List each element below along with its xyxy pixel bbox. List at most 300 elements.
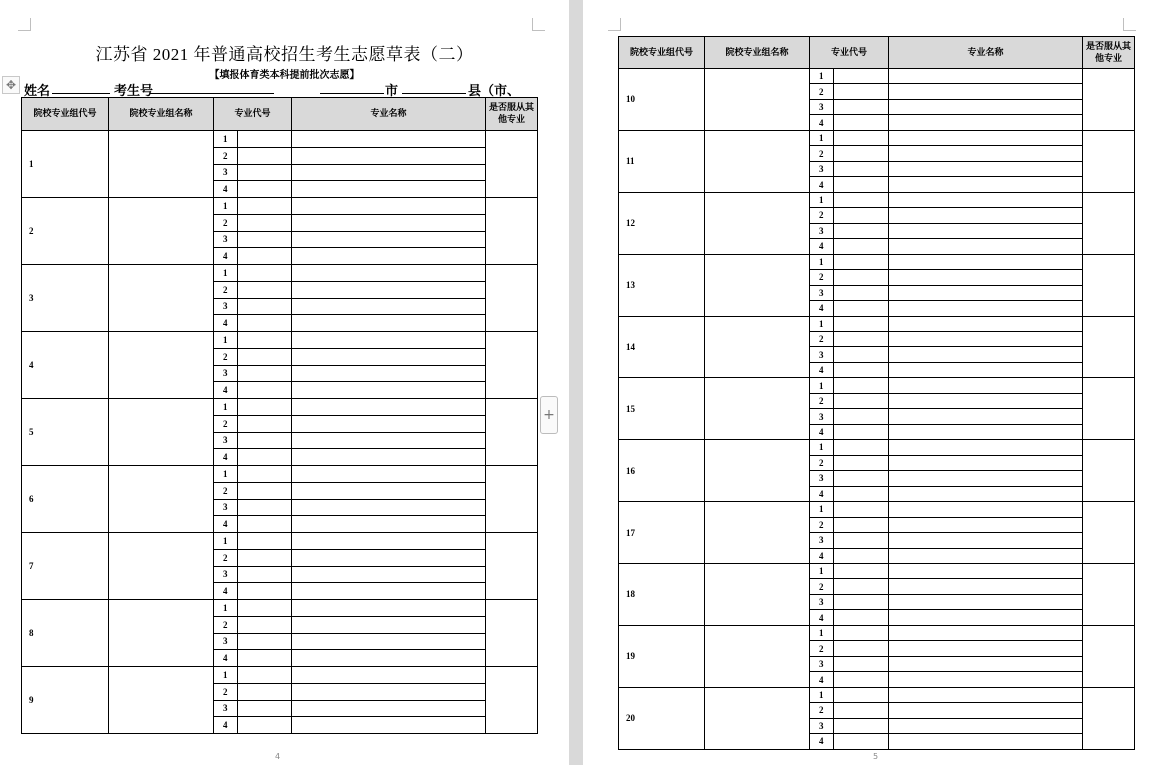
major-slot-number: 4: [214, 516, 238, 533]
major-slot-number: 4: [214, 315, 238, 332]
header-major-code: 专业代号: [810, 37, 889, 69]
header-group-name: 院校专业组名称: [109, 98, 214, 131]
major-name-cell[interactable]: [889, 69, 1083, 84]
major-slot-number: 1: [214, 533, 238, 550]
accept-other-cell[interactable]: [486, 600, 538, 667]
major-name-cell[interactable]: [292, 650, 486, 667]
group-code-cell[interactable]: 12: [619, 192, 705, 254]
major-name-cell[interactable]: [889, 223, 1083, 238]
major-code-cell[interactable]: [834, 69, 889, 84]
major-slot-number: 2: [214, 348, 238, 365]
major-slot-number: 2: [214, 683, 238, 700]
accept-other-cell[interactable]: [486, 533, 538, 600]
major-code-cell[interactable]: [238, 214, 292, 231]
major-name-cell[interactable]: [292, 432, 486, 449]
major-slot-number: 2: [810, 579, 834, 594]
major-slot-number: 3: [810, 99, 834, 114]
major-slot-number: 3: [810, 718, 834, 733]
table-row: [22, 466, 538, 483]
major-code-cell[interactable]: [238, 633, 292, 650]
major-name-cell[interactable]: [292, 332, 486, 349]
accept-other-cell[interactable]: [486, 667, 538, 734]
major-name-cell[interactable]: [889, 301, 1083, 316]
major-code-cell[interactable]: [238, 533, 292, 550]
table-row: [22, 533, 538, 550]
table-row: [619, 502, 1135, 517]
major-code-cell[interactable]: [834, 455, 889, 470]
accept-other-cell[interactable]: [1083, 687, 1135, 749]
major-name-cell[interactable]: [889, 564, 1083, 579]
group-code-cell[interactable]: 7: [22, 533, 109, 600]
exam-number-blank[interactable]: [150, 93, 274, 94]
major-slot-number: 4: [214, 382, 238, 399]
major-code-cell[interactable]: [834, 548, 889, 563]
major-name-cell[interactable]: [889, 734, 1083, 749]
header-group-code: 院校专业组代号: [22, 98, 109, 131]
group-code-cell[interactable]: 5: [22, 399, 109, 466]
crop-mark-top-right: [532, 18, 545, 31]
major-name-cell[interactable]: [292, 466, 486, 483]
major-code-cell[interactable]: [238, 683, 292, 700]
major-name-cell[interactable]: [889, 285, 1083, 300]
header-major-name: 专业名称: [889, 37, 1083, 69]
major-code-cell[interactable]: [834, 99, 889, 114]
major-slot-number: 1: [214, 131, 238, 148]
group-name-cell[interactable]: [109, 466, 214, 533]
major-slot-number: 3: [214, 231, 238, 248]
major-name-cell[interactable]: [889, 579, 1083, 594]
major-slot-number: 4: [214, 181, 238, 198]
major-code-cell[interactable]: [834, 285, 889, 300]
major-slot-number: 4: [810, 115, 834, 130]
major-name-cell[interactable]: [292, 231, 486, 248]
accept-other-cell[interactable]: [486, 265, 538, 332]
group-code-cell[interactable]: 16: [619, 440, 705, 502]
major-name-cell[interactable]: [292, 131, 486, 148]
major-slot-number: 2: [810, 703, 834, 718]
major-name-cell[interactable]: [292, 683, 486, 700]
group-name-cell[interactable]: [705, 564, 810, 626]
major-code-cell[interactable]: [834, 161, 889, 176]
accept-other-cell[interactable]: [486, 399, 538, 466]
major-slot-number: 2: [214, 482, 238, 499]
major-code-cell[interactable]: [834, 362, 889, 377]
volunteer-table-page-4: [21, 97, 538, 734]
major-name-cell[interactable]: [889, 362, 1083, 377]
major-name-cell[interactable]: [889, 641, 1083, 656]
table-row: [619, 378, 1135, 393]
major-slot-number: 2: [214, 281, 238, 298]
major-code-cell[interactable]: [834, 610, 889, 625]
major-name-cell[interactable]: [889, 99, 1083, 114]
major-name-cell[interactable]: [292, 700, 486, 717]
major-code-cell[interactable]: [834, 254, 889, 269]
major-code-cell[interactable]: [238, 449, 292, 466]
crop-mark-top-left: [18, 18, 31, 31]
major-code-cell[interactable]: [238, 382, 292, 399]
major-code-cell[interactable]: [834, 734, 889, 749]
name-label: 姓名: [24, 83, 51, 98]
major-code-cell[interactable]: [834, 146, 889, 161]
group-name-cell[interactable]: [705, 316, 810, 378]
major-slot-number: 1: [810, 316, 834, 331]
major-code-cell[interactable]: [238, 181, 292, 198]
group-code-cell[interactable]: 4: [22, 332, 109, 399]
group-name-cell[interactable]: [109, 600, 214, 667]
accept-other-cell[interactable]: [486, 131, 538, 198]
form-subtitle: 【填报体育类本科提前批次志愿】: [209, 70, 360, 81]
table-row: [619, 130, 1135, 145]
major-name-cell[interactable]: [292, 717, 486, 734]
major-code-cell[interactable]: [238, 348, 292, 365]
crop-mark-top-left: [608, 18, 621, 31]
major-name-cell[interactable]: [889, 161, 1083, 176]
major-slot-number: 4: [810, 548, 834, 563]
major-code-cell[interactable]: [238, 147, 292, 164]
county-blank[interactable]: [402, 93, 466, 94]
major-slot-number: 2: [810, 517, 834, 532]
major-name-cell[interactable]: [292, 633, 486, 650]
move-arrows-icon[interactable]: ✥: [2, 76, 20, 94]
major-name-cell[interactable]: [889, 486, 1083, 501]
volunteer-rows-page-4: [22, 131, 538, 734]
major-name-cell[interactable]: [889, 146, 1083, 161]
group-code-cell[interactable]: 15: [619, 378, 705, 440]
major-code-cell[interactable]: [834, 564, 889, 579]
major-code-cell[interactable]: [238, 516, 292, 533]
major-name-cell[interactable]: [292, 214, 486, 231]
major-name-cell[interactable]: [889, 270, 1083, 285]
major-name-cell[interactable]: [889, 409, 1083, 424]
group-name-cell[interactable]: [705, 625, 810, 687]
major-slot-number: 1: [810, 564, 834, 579]
major-slot-number: 3: [810, 656, 834, 671]
major-slot-number: 1: [214, 466, 238, 483]
major-code-cell[interactable]: [238, 265, 292, 282]
major-code-cell[interactable]: [834, 641, 889, 656]
accept-other-cell[interactable]: [1083, 192, 1135, 254]
header-group-code: 院校专业组代号: [619, 37, 705, 69]
major-name-cell[interactable]: [889, 625, 1083, 640]
table-row: [22, 198, 538, 215]
major-slot-number: 3: [214, 700, 238, 717]
major-code-cell[interactable]: [238, 466, 292, 483]
major-name-cell[interactable]: [292, 315, 486, 332]
group-code-cell[interactable]: 6: [22, 466, 109, 533]
major-code-cell[interactable]: [834, 316, 889, 331]
major-code-cell[interactable]: [834, 594, 889, 609]
major-name-cell[interactable]: [292, 399, 486, 416]
accept-other-cell[interactable]: [1083, 130, 1135, 192]
major-code-cell[interactable]: [834, 130, 889, 145]
major-slot-number: 3: [214, 298, 238, 315]
major-name-cell[interactable]: [889, 703, 1083, 718]
header-accept-other: 是否服从其他专业: [1083, 37, 1135, 69]
major-code-cell[interactable]: [834, 502, 889, 517]
table-row: [22, 667, 538, 684]
major-name-cell[interactable]: [292, 348, 486, 365]
major-name-cell[interactable]: [292, 181, 486, 198]
group-name-cell[interactable]: [109, 399, 214, 466]
major-name-cell[interactable]: [889, 533, 1083, 548]
major-name-cell[interactable]: [889, 548, 1083, 563]
major-code-cell[interactable]: [834, 331, 889, 346]
major-code-cell[interactable]: [834, 393, 889, 408]
major-name-cell[interactable]: [292, 566, 486, 583]
major-slot-number: 3: [214, 164, 238, 181]
accept-other-cell[interactable]: [486, 466, 538, 533]
accept-other-cell[interactable]: [1083, 564, 1135, 626]
accept-other-cell[interactable]: [1083, 254, 1135, 316]
group-code-cell[interactable]: 1: [22, 131, 109, 198]
group-code-cell[interactable]: 17: [619, 502, 705, 564]
group-code-cell[interactable]: 18: [619, 564, 705, 626]
major-code-cell[interactable]: [834, 703, 889, 718]
major-name-cell[interactable]: [889, 471, 1083, 486]
group-name-cell[interactable]: [705, 687, 810, 749]
major-code-cell[interactable]: [834, 270, 889, 285]
major-code-cell[interactable]: [834, 718, 889, 733]
page-5: [583, 0, 1160, 765]
major-code-cell[interactable]: [238, 499, 292, 516]
accept-other-cell[interactable]: [1083, 378, 1135, 440]
major-name-cell[interactable]: [889, 316, 1083, 331]
major-name-cell[interactable]: [889, 130, 1083, 145]
group-code-cell[interactable]: 2: [22, 198, 109, 265]
major-name-cell[interactable]: [889, 517, 1083, 532]
group-code-cell[interactable]: 19: [619, 625, 705, 687]
major-code-cell[interactable]: [834, 192, 889, 207]
major-name-cell[interactable]: [292, 583, 486, 600]
city-label: 市: [385, 83, 399, 98]
major-name-cell[interactable]: [292, 298, 486, 315]
group-name-cell[interactable]: [705, 130, 810, 192]
major-name-cell[interactable]: [889, 610, 1083, 625]
major-name-cell[interactable]: [889, 393, 1083, 408]
major-name-cell[interactable]: [889, 378, 1083, 393]
major-name-cell[interactable]: [292, 549, 486, 566]
major-name-cell[interactable]: [889, 502, 1083, 517]
major-slot-number: 4: [810, 672, 834, 687]
major-code-cell[interactable]: [238, 198, 292, 215]
major-slot-number: 2: [810, 208, 834, 223]
group-code-cell[interactable]: 20: [619, 687, 705, 749]
major-code-cell[interactable]: [238, 164, 292, 181]
major-code-cell[interactable]: [238, 131, 292, 148]
page-number: 5: [873, 752, 879, 761]
major-name-cell[interactable]: [889, 424, 1083, 439]
group-code-cell[interactable]: 8: [22, 600, 109, 667]
major-name-cell[interactable]: [292, 482, 486, 499]
major-name-cell[interactable]: [889, 672, 1083, 687]
major-code-cell[interactable]: [238, 231, 292, 248]
major-code-cell[interactable]: [238, 365, 292, 382]
group-code-cell[interactable]: 13: [619, 254, 705, 316]
group-name-cell[interactable]: [109, 131, 214, 198]
major-code-cell[interactable]: [834, 378, 889, 393]
accept-other-cell[interactable]: [1083, 440, 1135, 502]
major-code-cell[interactable]: [834, 440, 889, 455]
group-code-cell[interactable]: 9: [22, 667, 109, 734]
accept-other-cell[interactable]: [1083, 69, 1135, 131]
major-code-cell[interactable]: [238, 583, 292, 600]
major-code-cell[interactable]: [834, 672, 889, 687]
major-name-cell[interactable]: [889, 254, 1083, 269]
major-code-cell[interactable]: [238, 432, 292, 449]
major-name-cell[interactable]: [292, 415, 486, 432]
major-code-cell[interactable]: [834, 239, 889, 254]
major-code-cell[interactable]: [238, 650, 292, 667]
major-slot-number: 3: [810, 285, 834, 300]
major-slot-number: 3: [214, 432, 238, 449]
major-slot-number: 4: [810, 177, 834, 192]
group-code-cell[interactable]: 11: [619, 130, 705, 192]
major-code-cell[interactable]: [238, 667, 292, 684]
major-code-cell[interactable]: [238, 415, 292, 432]
table-row: [619, 316, 1135, 331]
major-name-cell[interactable]: [292, 499, 486, 516]
major-code-cell[interactable]: [238, 616, 292, 633]
group-name-cell[interactable]: [705, 378, 810, 440]
major-name-cell[interactable]: [889, 115, 1083, 130]
accept-other-cell[interactable]: [1083, 502, 1135, 564]
major-code-cell[interactable]: [238, 600, 292, 617]
major-code-cell[interactable]: [238, 281, 292, 298]
major-slot-number: 1: [810, 69, 834, 84]
plus-icon[interactable]: +: [540, 396, 558, 434]
page-4: [0, 0, 569, 765]
major-code-cell[interactable]: [238, 298, 292, 315]
group-name-cell[interactable]: [705, 69, 810, 131]
accept-other-cell[interactable]: [1083, 316, 1135, 378]
major-slot-number: 2: [214, 147, 238, 164]
major-name-cell[interactable]: [292, 616, 486, 633]
major-name-cell[interactable]: [889, 455, 1083, 470]
major-slot-number: 2: [214, 214, 238, 231]
major-code-cell[interactable]: [238, 700, 292, 717]
major-code-cell[interactable]: [238, 315, 292, 332]
table-row: [22, 399, 538, 416]
major-code-cell[interactable]: [834, 517, 889, 532]
major-slot-number: 1: [810, 440, 834, 455]
major-name-cell[interactable]: [292, 449, 486, 466]
major-code-cell[interactable]: [834, 471, 889, 486]
group-name-cell[interactable]: [109, 265, 214, 332]
major-code-cell[interactable]: [238, 248, 292, 265]
group-name-cell[interactable]: [109, 667, 214, 734]
major-code-cell[interactable]: [238, 332, 292, 349]
major-name-cell[interactable]: [889, 656, 1083, 671]
major-name-cell[interactable]: [292, 365, 486, 382]
major-slot-number: 3: [810, 533, 834, 548]
major-code-cell[interactable]: [834, 533, 889, 548]
major-name-cell[interactable]: [292, 198, 486, 215]
major-slot-number: 3: [214, 365, 238, 382]
major-code-cell[interactable]: [834, 115, 889, 130]
major-name-cell[interactable]: [889, 84, 1083, 99]
table-row: [619, 254, 1135, 269]
name-blank[interactable]: [52, 93, 110, 94]
major-name-cell[interactable]: [292, 147, 486, 164]
major-code-cell[interactable]: [238, 482, 292, 499]
major-code-cell[interactable]: [834, 208, 889, 223]
group-name-cell[interactable]: [705, 440, 810, 502]
major-name-cell[interactable]: [292, 248, 486, 265]
major-name-cell[interactable]: [292, 382, 486, 399]
major-code-cell[interactable]: [238, 399, 292, 416]
major-code-cell[interactable]: [834, 656, 889, 671]
major-code-cell[interactable]: [238, 717, 292, 734]
major-name-cell[interactable]: [889, 192, 1083, 207]
major-slot-number: 4: [214, 717, 238, 734]
major-name-cell[interactable]: [292, 265, 486, 282]
major-name-cell[interactable]: [889, 440, 1083, 455]
city-blank[interactable]: [320, 93, 384, 94]
major-name-cell[interactable]: [292, 533, 486, 550]
major-name-cell[interactable]: [889, 718, 1083, 733]
major-name-cell[interactable]: [889, 331, 1083, 346]
major-name-cell[interactable]: [889, 687, 1083, 702]
major-code-cell[interactable]: [834, 347, 889, 362]
group-code-cell[interactable]: 10: [619, 69, 705, 131]
major-code-cell[interactable]: [834, 301, 889, 316]
group-name-cell[interactable]: [705, 192, 810, 254]
major-name-cell[interactable]: [889, 239, 1083, 254]
group-name-cell[interactable]: [109, 332, 214, 399]
major-slot-number: 3: [810, 161, 834, 176]
major-name-cell[interactable]: [292, 516, 486, 533]
major-name-cell[interactable]: [889, 594, 1083, 609]
major-name-cell[interactable]: [889, 347, 1083, 362]
group-name-cell[interactable]: [109, 198, 214, 265]
group-name-cell[interactable]: [109, 533, 214, 600]
major-code-cell[interactable]: [834, 579, 889, 594]
major-slot-number: 1: [810, 254, 834, 269]
group-name-cell[interactable]: [705, 502, 810, 564]
group-code-cell[interactable]: 14: [619, 316, 705, 378]
major-code-cell[interactable]: [834, 625, 889, 640]
group-code-cell[interactable]: 3: [22, 265, 109, 332]
accept-other-cell[interactable]: [486, 198, 538, 265]
major-name-cell[interactable]: [292, 164, 486, 181]
major-slot-number: 3: [214, 499, 238, 516]
major-code-cell[interactable]: [834, 687, 889, 702]
header-major-code: 专业代号: [214, 98, 292, 131]
major-name-cell[interactable]: [292, 667, 486, 684]
major-code-cell[interactable]: [834, 223, 889, 238]
major-name-cell[interactable]: [292, 281, 486, 298]
major-code-cell[interactable]: [238, 549, 292, 566]
major-code-cell[interactable]: [834, 424, 889, 439]
major-code-cell[interactable]: [238, 566, 292, 583]
major-name-cell[interactable]: [889, 177, 1083, 192]
table-row: [619, 625, 1135, 640]
accept-other-cell[interactable]: [486, 332, 538, 399]
major-code-cell[interactable]: [834, 84, 889, 99]
major-code-cell[interactable]: [834, 486, 889, 501]
major-name-cell[interactable]: [292, 600, 486, 617]
major-slot-number: 3: [810, 409, 834, 424]
major-code-cell[interactable]: [834, 409, 889, 424]
table-row: [22, 265, 538, 282]
major-slot-number: 4: [810, 486, 834, 501]
major-slot-number: 1: [810, 625, 834, 640]
group-name-cell[interactable]: [705, 254, 810, 316]
accept-other-cell[interactable]: [1083, 625, 1135, 687]
major-code-cell[interactable]: [834, 177, 889, 192]
major-name-cell[interactable]: [889, 208, 1083, 223]
table-row: [619, 192, 1135, 207]
